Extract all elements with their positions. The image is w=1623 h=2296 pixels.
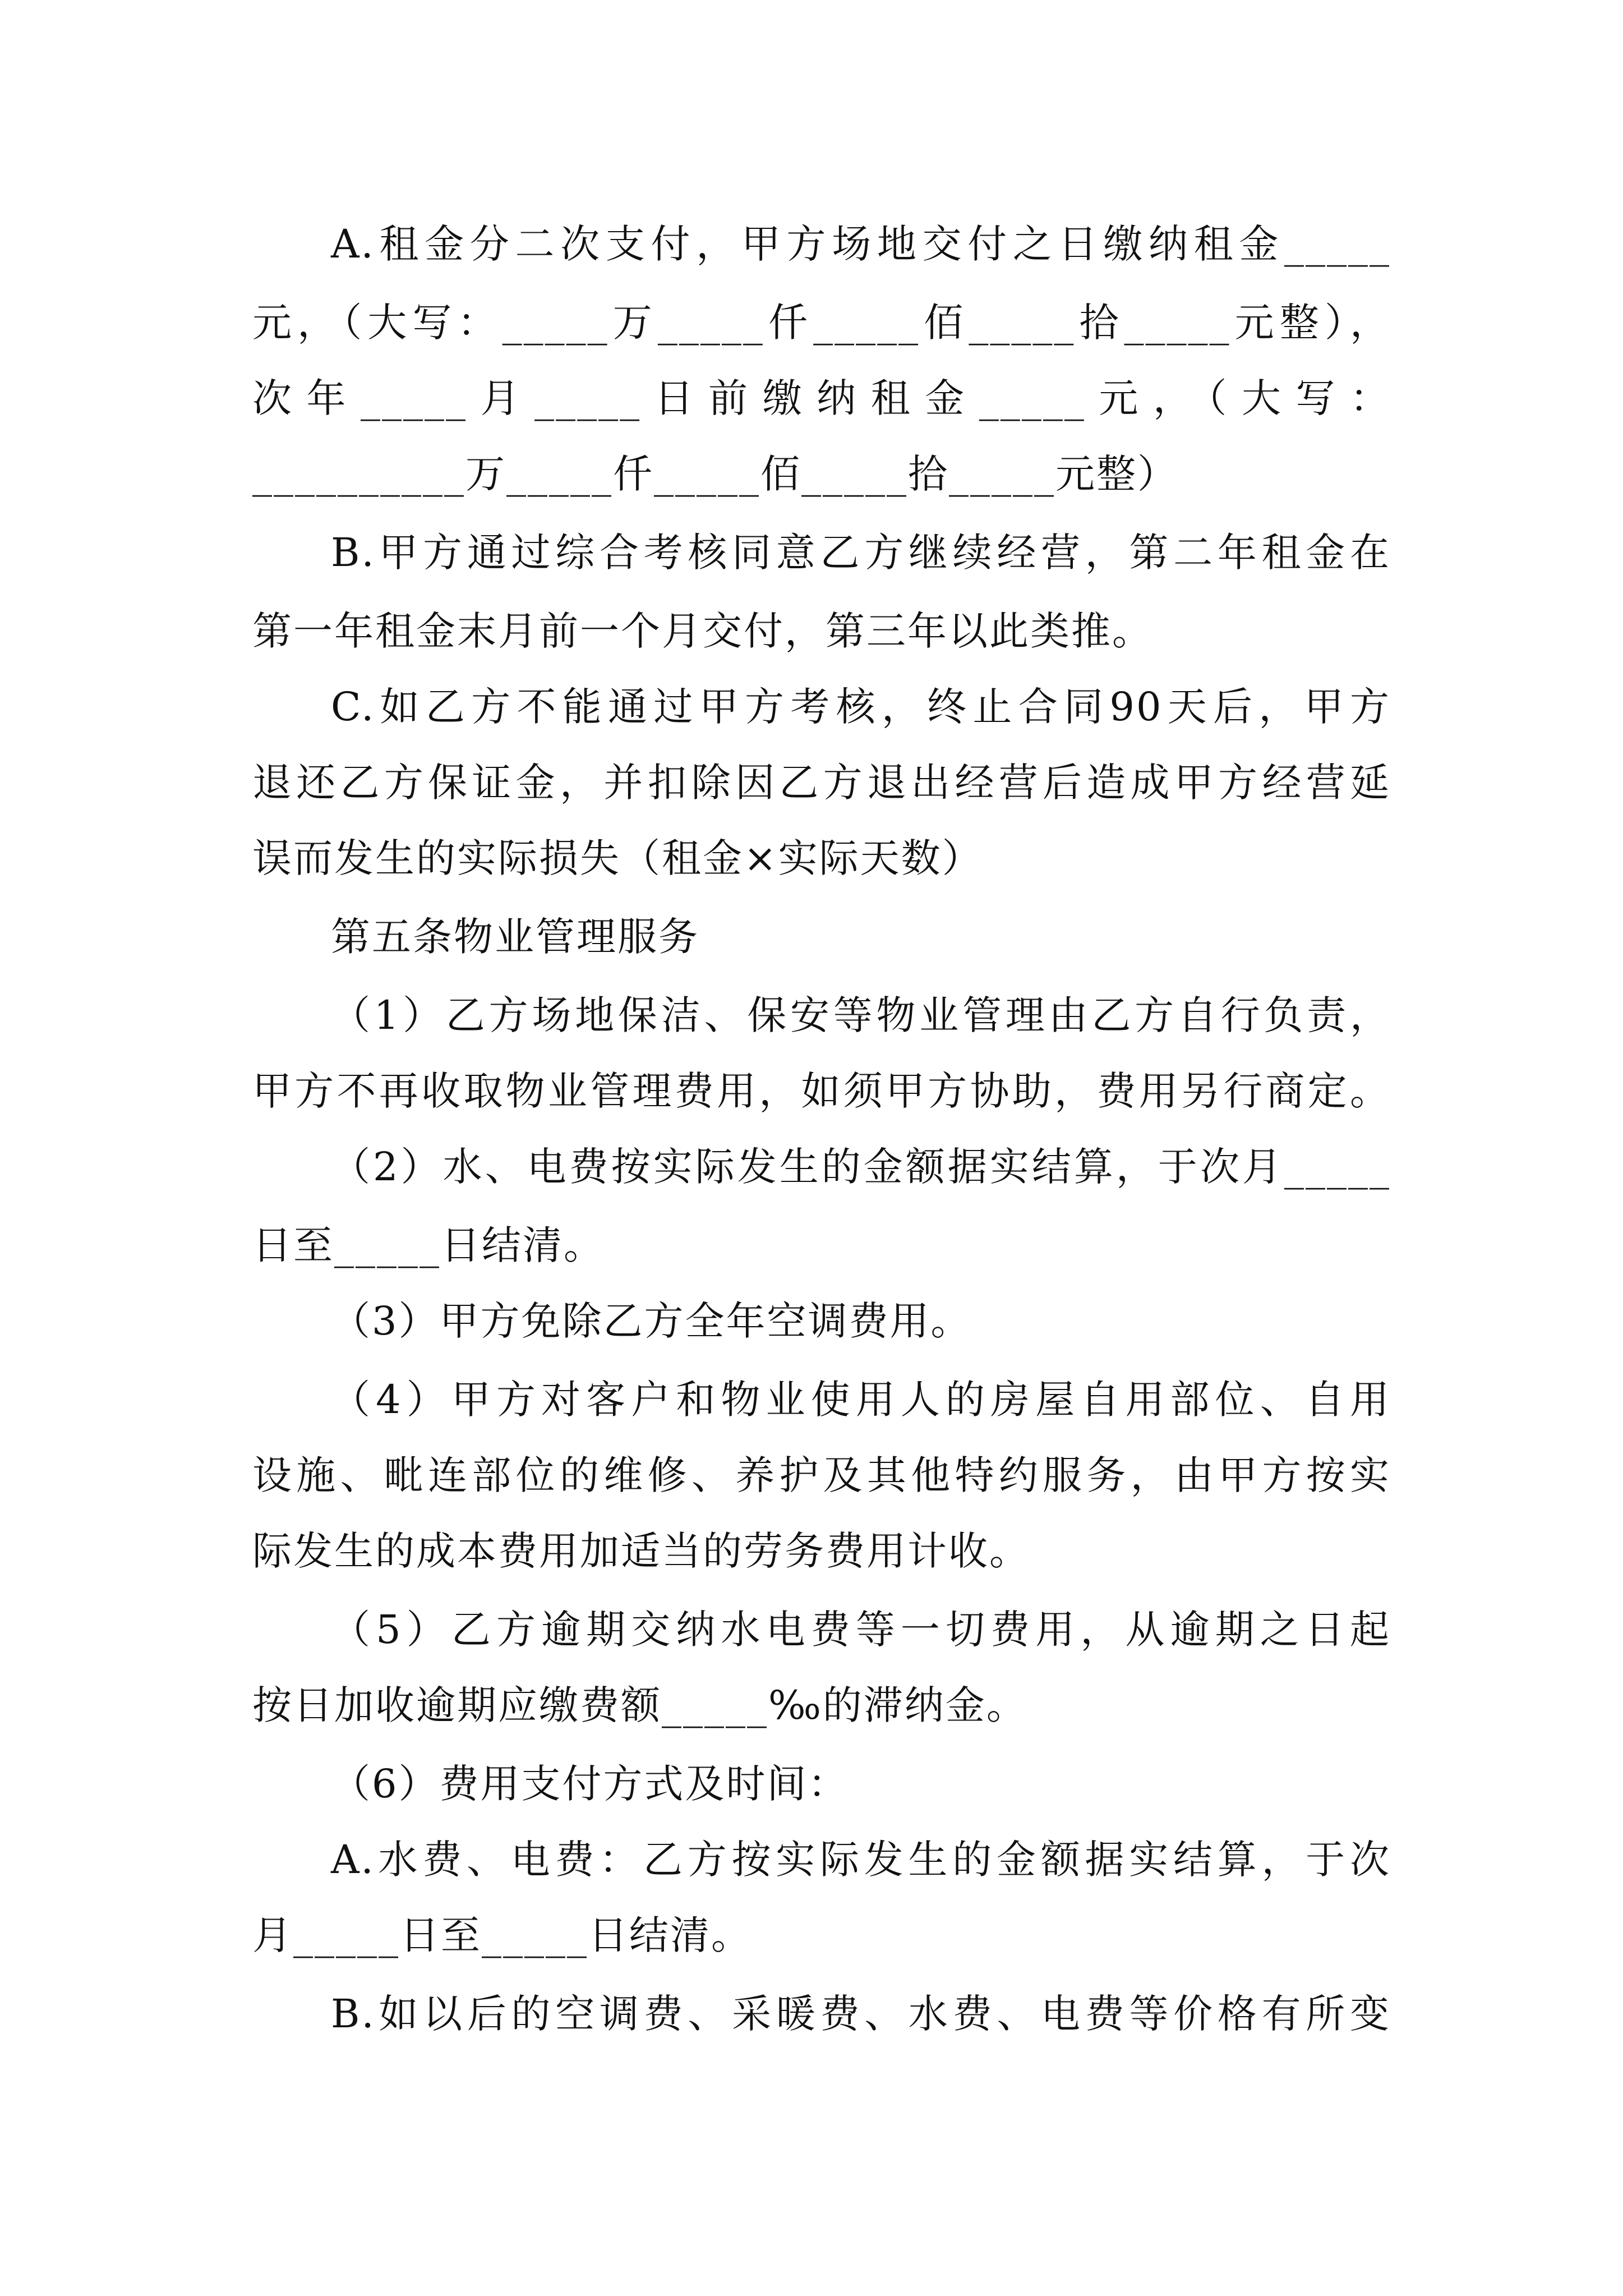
- text-line: 误而发生的实际损失（租金×实际天数）: [252, 835, 983, 881]
- text-line: 按日加收逾期应缴费额_____‰的滞纳金。: [252, 1682, 1027, 1728]
- text-line: 月_____日至_____日结清。: [252, 1912, 752, 1958]
- text-line: B.如以后的空调费、采暖费、水费、电费等价格有所变: [331, 1991, 1391, 2037]
- text-line: 甲方不再收取物业管理费用，如须甲方协助，费用另行商定。: [252, 1068, 1391, 1114]
- text-line: （4）甲方对客户和物业使用人的房屋自用部位、自用: [331, 1377, 1391, 1423]
- text-line: （2）水、电费按实际发生的金额据实结算，于次月_____: [331, 1144, 1391, 1190]
- text-line: （5）乙方逾期交纳水电费等一切费用，从逾期之日起: [331, 1607, 1391, 1653]
- text-line: 设施、毗连部位的维修、养护及其他特约服务，由甲方按实: [252, 1452, 1391, 1498]
- text-line: C.如乙方不能通过甲方考核，终止合同90天后，甲方: [331, 684, 1391, 730]
- text-line: 退还乙方保证金，并扣除因乙方退出经营后造成甲方经营延: [252, 760, 1391, 806]
- text-line: __________万_____仟_____佰_____拾_____元整）: [252, 451, 1178, 497]
- section-heading: 第五条物业管理服务: [331, 914, 699, 960]
- text-line: 日至_____日结清。: [252, 1222, 605, 1268]
- text-line: A.水费、电费：乙方按实际发生的金额据实结算，于次: [331, 1837, 1391, 1883]
- text-line: A.租金分二次支付，甲方场地交付之日缴纳租金_____: [331, 221, 1391, 267]
- text-line: （6）费用支付方式及时间：: [331, 1761, 849, 1807]
- text-line: 第一年租金末月前一个月交付，第三年以此类推。: [252, 608, 1153, 654]
- text-line: （1）乙方场地保洁、保安等物业管理由乙方自行负责，: [331, 992, 1391, 1038]
- text-line: 际发生的成本费用加适当的劳务费用计收。: [252, 1528, 1030, 1574]
- text-line: 次年_____月_____日前缴纳租金_____元，（大写：: [252, 375, 1391, 421]
- text-line: （3）甲方免除乙方全年空调费用。: [331, 1298, 972, 1344]
- text-line: 元，（大写：_____万_____仟_____佰_____拾_____元整），: [252, 300, 1391, 346]
- text-line: B.甲方通过综合考核同意乙方继续经营，第二年租金在: [331, 530, 1391, 576]
